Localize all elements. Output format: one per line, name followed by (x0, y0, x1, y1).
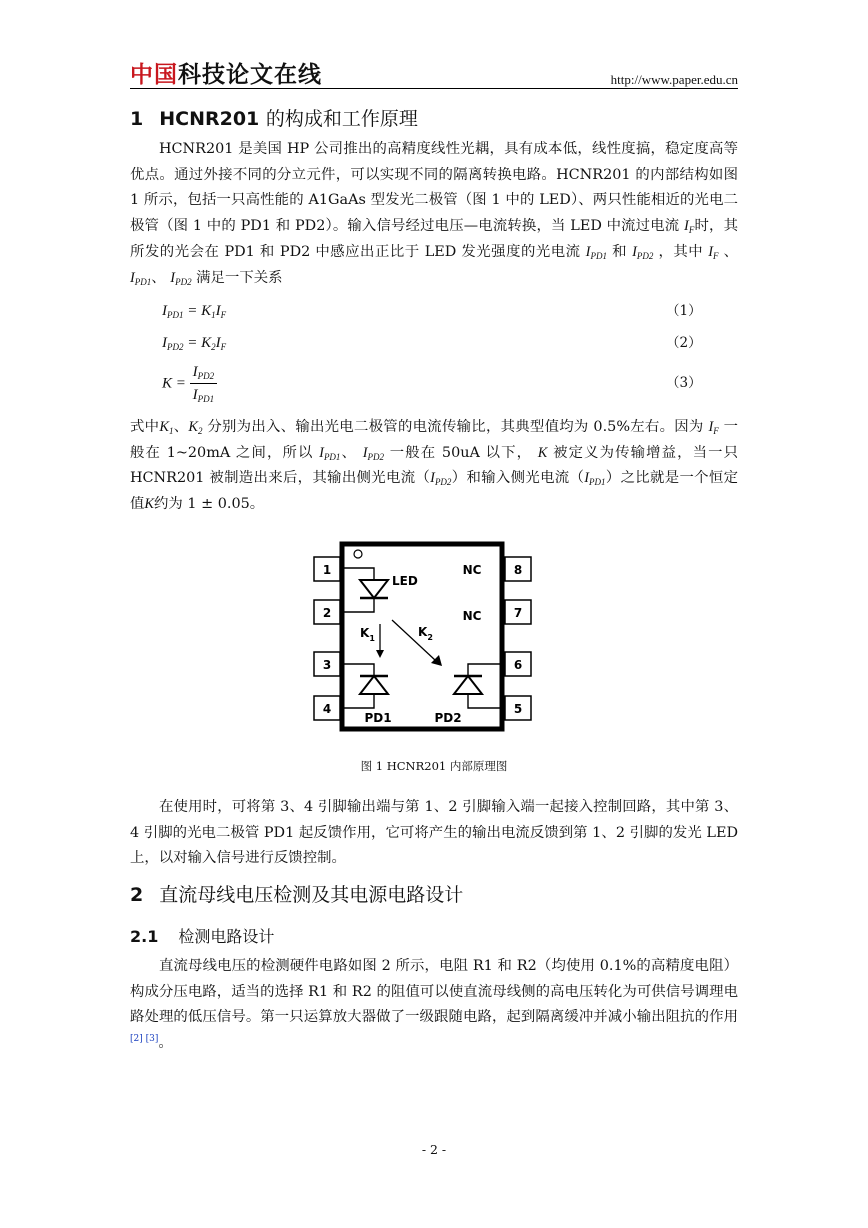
var-IPD2-4: $I_{PD2}$ (430, 470, 452, 488)
led-diode-icon (360, 580, 388, 598)
section-1-title-term: HCNR201 (159, 108, 260, 130)
pd2-photodiode-icon (454, 676, 482, 694)
para1-text-7: 满足一下关系 (196, 269, 283, 286)
led-label: LED (392, 574, 418, 588)
var-IPD2-2: $I_{PD2}$ (170, 269, 192, 287)
subsection-2-1-heading (130, 926, 274, 948)
section-1-title-rest: 的构成和工作原理 (265, 108, 418, 130)
citation-refs[interactable]: [2] [3] (130, 1034, 159, 1045)
section-1-paragraph-1 (130, 137, 738, 291)
var-K1: $K_1$ (159, 419, 174, 436)
equation-3: K = $\frac{I_{PD2}}{I_{PD1}}$ (162, 361, 217, 406)
var-IF: $I_F$ (684, 218, 695, 236)
para2-text-9: ）之比就是一个恒定值 (130, 470, 738, 513)
section-2-number: 2 (130, 884, 144, 906)
para2-text-6: 一般在 50uA 以下， (389, 444, 533, 461)
var-IF-3: $I_F$ (708, 419, 719, 436)
sub21-end: 。 (158, 1035, 173, 1052)
pin-7-label: 7 (513, 606, 523, 620)
pin-6-label: 6 (513, 658, 523, 672)
sub21-text: 直流母线电压的检测硬件电路如图 2 所示，电阻 R1 和 R2（均使用 0.1%的高精度电阻）构成分压电路，适当的选择 R1 和 R2 的阻值可以使直流母线侧的高电压转化为可供信号调理电路处理的低压信号。第一只运算放大器做了一级跟随电路，起到隔离缓冲并减小输出阻抗的作用 (130, 958, 738, 1026)
equation-1-number: （1） (666, 303, 702, 319)
para2-text-7: 被定义为传输增益，当一只 HCNR201 被制造出来后，其输出侧光电流（ (130, 444, 738, 487)
para1-text-3: 和 (612, 243, 627, 260)
var-IPD1-2: $I_{PD1}$ (130, 269, 152, 287)
section-1-paragraph-3 (130, 795, 738, 872)
pin-8-label: 8 (513, 563, 523, 577)
var-IPD2: $I_{PD2}$ (632, 243, 654, 261)
var-IPD1-3: $I_{PD1}$ (319, 444, 341, 462)
section-2-title: 直流母线电压检测及其电源电路设计 (159, 884, 464, 906)
page-number: - 2 - (421, 1142, 447, 1157)
var-IPD2-3: $I_{PD2}$ (362, 444, 385, 462)
k1-label: $K_1$ (360, 626, 375, 643)
subsection-2-1-number: 2.1 (130, 927, 159, 946)
nc-label-1: NC (462, 563, 482, 577)
para2-text-2: 、 (173, 419, 189, 435)
equation-1: $I_{PD1} = K_1I_F$ (162, 303, 227, 320)
var-K-2: K (144, 496, 155, 513)
left-pins (314, 557, 340, 720)
pd1-label: PD1 (364, 711, 392, 725)
para1-text-4: ，其中 (658, 243, 704, 260)
header-rule (130, 88, 738, 89)
equation-2: $I_{PD2} = K_2I_F$ (162, 335, 227, 352)
subsection-2-1-paragraph (130, 954, 738, 1057)
para2-text-4: 一般在 1~20mA 之间，所以 (130, 419, 738, 461)
equation-3-number: （3） (666, 375, 702, 391)
var-IPD1-4: $I_{PD1}$ (584, 470, 606, 488)
pin-2-label: 2 (322, 606, 332, 620)
right-pins (505, 557, 531, 720)
pin-5-label: 5 (513, 702, 523, 716)
pin-4-label: 4 (322, 702, 332, 716)
subsection-2-1-title: 检测电路设计 (178, 927, 275, 946)
figure-1-hcnr201-diagram (300, 540, 560, 740)
para1-text-2: 时，其所发的光会在 PD1 和 PD2 中感应出正比于 LED 发光强度的光电流 (130, 218, 738, 260)
header-url[interactable]: http://www.paper.edu.cn (610, 72, 738, 87)
pin1-marker-dot (354, 550, 362, 558)
pd1-wiring (340, 664, 374, 708)
var-IF-2: $I_F$ (708, 243, 719, 261)
pd2-wiring (468, 664, 505, 708)
section-1-number: 1 (130, 108, 144, 130)
var-K: K (537, 444, 548, 461)
nc-label-2: NC (462, 609, 482, 623)
pd2-label: PD2 (434, 711, 462, 725)
para2-text-3: 分别为出入、输出光电二极管的电流传输比，其典型值均为 0.5%左右。因为 (207, 419, 704, 435)
equation-2-number: （2） (666, 335, 702, 351)
section-1-paragraph-2 (130, 415, 738, 518)
section-2-heading (130, 882, 463, 908)
section-1-heading (130, 106, 418, 132)
para1-text-1: HCNR201 是美国 HP 公司推出的高精度线性光耦，具有成本低，线性度搞，稳定度高等优点。通过外接不同的分立元件，可以实现不同的隔离转换电路。HCNR201 的内部结构如图 1 所示，包括一只高性能的 A1GaAs 型发光二极管（图 1 中的 LED）、两只性能相近的光电二极管（图 1 中的 PD1 和 PD2）。输入信号经过电压—电流转换，当 LED 中流过电流 (130, 141, 738, 235)
para2-text-8: ）和输入侧光电流（ (451, 470, 585, 487)
para2-text-10: 约为 1 ± 0.05。 (154, 496, 265, 513)
para3-text: 在使用时，可将第 3、4 引脚输出端与第 1、2 引脚输入端一起接入控制回路，其中第 3、4 引脚的光电二极管 PD1 起反馈作用，它可将产生的输出电流反馈到第 1、2 引脚的发光 LED 上，以对输入信号进行反馈控制。 (130, 799, 738, 867)
journal-logo (130, 60, 322, 90)
k2-label: $K_2$ (418, 625, 433, 642)
para1-text-6: 、 (151, 269, 166, 286)
figure-1-caption: 图 1 HCNR201 内部原理图 (360, 759, 508, 773)
logo-red-text: 中国 (130, 62, 178, 88)
para1-text-5: 、 (723, 243, 739, 260)
pin-3-label: 3 (322, 658, 332, 672)
pin-1-label: 1 (322, 563, 332, 577)
var-K2: $K_2$ (188, 419, 203, 436)
var-IPD1: $I_{PD1}$ (585, 243, 607, 261)
para2-text-1: 式中 (130, 419, 160, 435)
logo-black-text: 科技论文在线 (178, 62, 322, 88)
para2-text-5: 、 (340, 444, 358, 461)
pd1-photodiode-icon (360, 676, 388, 694)
